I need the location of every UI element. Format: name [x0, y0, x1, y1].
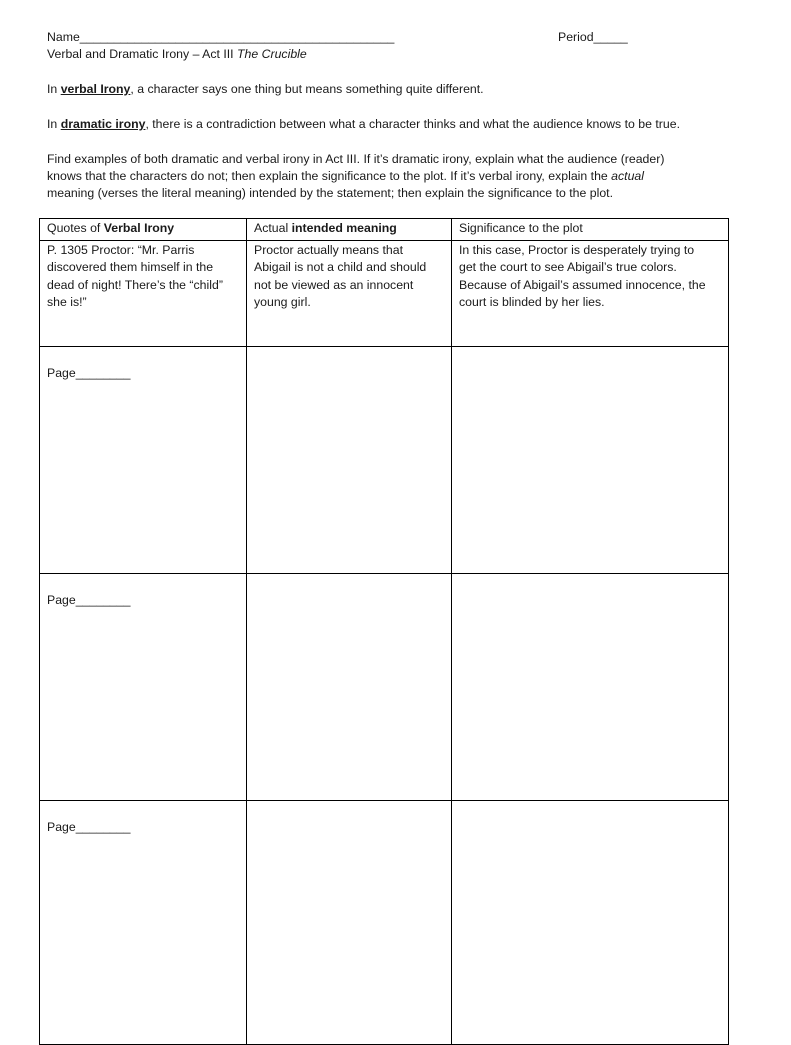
page-label: Page________ [47, 819, 131, 834]
name-field[interactable] [47, 29, 394, 45]
title-italic: The Crucible [237, 47, 307, 61]
period-label: Period_____ [558, 30, 628, 44]
quote-line: P. 1305 Proctor: “Mr. Parris [47, 242, 195, 257]
table-row [40, 240, 729, 346]
quote-cell[interactable] [40, 573, 247, 800]
quote-cell[interactable] [40, 800, 247, 1044]
significance-line: In this case, Proctor is desperately trying to [459, 242, 695, 257]
quote-cell[interactable] [40, 346, 247, 573]
meaning-cell[interactable] [247, 573, 452, 800]
header-significance [452, 219, 729, 241]
significance-cell[interactable] [452, 573, 729, 800]
header-meaning-bold: intended meaning [291, 221, 397, 235]
header-meaning-prefix: Actual [254, 221, 292, 235]
header-quotes-bold: Verbal Irony [103, 221, 175, 235]
verbal-term: verbal Irony [60, 82, 131, 96]
meaning-line: not be viewed as an innocent [254, 277, 414, 292]
header-quotes-prefix: Quotes of [47, 221, 104, 235]
instructions-line-2 [47, 168, 644, 184]
table-row [40, 346, 729, 573]
dramatic-prefix: In [47, 117, 61, 131]
example-significance [452, 240, 729, 346]
meaning-cell[interactable] [247, 800, 452, 1044]
significance-cell[interactable] [452, 346, 729, 573]
meaning-line: Proctor actually means that [254, 242, 403, 257]
dramatic-irony-definition [47, 116, 680, 132]
worksheet-title [47, 46, 307, 62]
verbal-rest: , a character says one thing but means something quite different. [130, 82, 484, 96]
page-label: Page________ [47, 592, 131, 607]
meaning-line: Abigail is not a child and should [254, 260, 427, 274]
title-text: Verbal and Dramatic Irony – Act III [47, 47, 238, 61]
dramatic-rest: , there is a contradiction between what a character thinks and what the audience knows to be true. [145, 117, 680, 131]
page-label: Page________ [47, 365, 131, 380]
meaning-cell[interactable] [247, 346, 452, 573]
table-header-row [40, 219, 729, 241]
example-quote [40, 240, 247, 346]
meaning-line: young girl. [254, 295, 311, 309]
verbal-prefix: In [47, 82, 61, 96]
irony-table [39, 218, 729, 1045]
instructions-text-3: meaning (verses the literal meaning) intended by the statement; then explain the significance to the plot. [47, 186, 613, 200]
dramatic-term: dramatic irony [60, 117, 146, 131]
significance-line: get the court to see Abigail’s true colors. [459, 260, 677, 274]
instructions-line-3 [47, 185, 613, 201]
header-significance-text: Significance to the plot [459, 221, 583, 235]
instructions-italic: actual [611, 169, 644, 183]
header-meaning [247, 219, 452, 241]
instructions-text-2: knows that the characters do not; then explain the significance to the plot. If it’s verbal irony, explain the [47, 169, 612, 183]
significance-cell[interactable] [452, 800, 729, 1044]
quote-line: dead of night! There’s the “child” [47, 277, 223, 292]
header-quotes [40, 219, 247, 241]
significance-line: Because of Abigail’s assumed innocence, the [459, 277, 706, 292]
table-row [40, 573, 729, 800]
instructions-text-1: Find examples of both dramatic and verbal irony in Act III. If it’s dramatic irony, explain what the audience (reader) [47, 152, 665, 166]
period-field[interactable] [558, 29, 628, 45]
quote-line: discovered them himself in the [47, 260, 214, 274]
quote-line: she is!” [47, 295, 87, 309]
instructions-line-1 [47, 151, 664, 167]
verbal-irony-definition [47, 81, 484, 97]
name-label: Name______________________________________________ [47, 30, 395, 44]
example-meaning [247, 240, 452, 346]
significance-line: court is blinded by her lies. [459, 295, 605, 309]
table-row [40, 800, 729, 1044]
